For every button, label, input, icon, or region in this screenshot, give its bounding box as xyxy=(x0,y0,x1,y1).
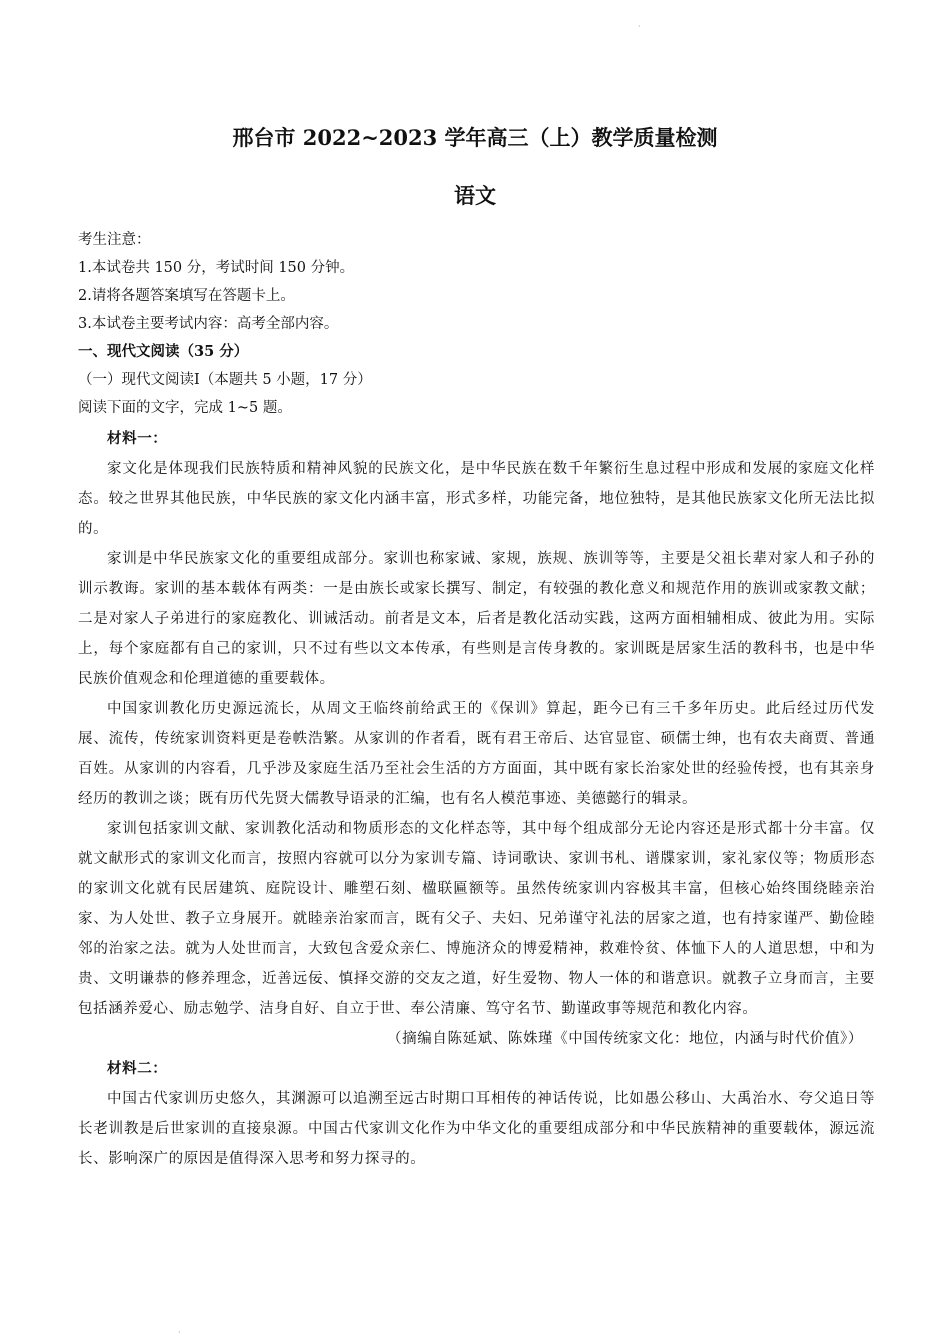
paragraph: 家训包括家训文献、家训教化活动和物质形态的文化样态等，其中每个组成部分无论内容还是形式都十分丰富。仅就文献形式的家训文化而言，按照内容就可以分为家训专篇、诗词歌诀、家训书札、谱牒家训，家礼家仪等；物质形态的家训文化就有民居建筑、庭院设计、雕塑石刻、楹联匾额等。虽然传统家训内容极其丰富，但核心始终围绕睦亲治家、为人处世、教子立身展开。就睦亲治家而言，既有父子、夫妇、兄弟谨守礼法的居家之道，也有持家谨严、勤俭睦邻的治家之法。就为人处世而言，大致包含爱众亲仁、博施济众的博爱精神，救难怜贫、体恤下人的人道思想，中和为贵、文明谦恭的修养理念，近善远佞、慎择交游的交友之道，好生爱物、物人一体的和谐意识。就教子立身而言，主要包括涵养爱心、励志勉学、洁身自好、自立于世、奉公清廉、笃守名节、勤谨政事等规范和教化内容。 xyxy=(78,821,875,1017)
paragraph: 中国古代家训历史悠久，其渊源可以追溯至远古时期口耳相传的神话传说，比如愚公移山、大禹治水、夸父追日等长老训教是后世家训的直接泉源。中国古代家训文化作为中华文化的重要组成部分和中华民族精神的重要载体，源远流长、影响深广的原因是值得深入思考和努力探寻的。 xyxy=(78,1091,875,1167)
section-heading: 一、现代文阅读（35 分） xyxy=(78,343,249,360)
citation: （摘编自陈延斌、陈姝瑾《中国传统家文化：地位，内涵与时代价值》） xyxy=(387,1031,863,1047)
section-instruction: 阅读下面的文字，完成 1~5 题。 xyxy=(78,400,292,416)
exam-notice xyxy=(78,226,878,422)
subject-title: 语文 xyxy=(454,183,496,208)
section-part: （一）现代文阅读Ⅰ（本题共 5 小题，17 分） xyxy=(78,372,372,388)
notice-item: 3.本试卷主要考试内容：高考全部内容。 xyxy=(78,316,339,332)
material-two-label: 材料二： xyxy=(107,1060,168,1077)
material-one-label: 材料一： xyxy=(107,430,168,447)
paragraph: 家训是中华民族家文化的重要组成部分。家训也称家诫、家规，族规、族训等等，主要是父祖长辈对家人和子孙的训示教诲。家训的基本载体有两类：一是由族长或家长撰写、制定，有较强的教化意义和规范作用的族训或家教文献；二是对家人子弟进行的家庭教化、训诫活动。前者是文本，后者是教化活动实践，这两方面相辅相成、彼此为用。实际上，每个家庭都有自己的家训，只不过有些以文本传承，有些则是言传身教的。家训既是居家生活的教科书，也是中华民族价值观念和伦理道德的重要载体。 xyxy=(78,551,875,687)
notice-heading: 考生注意： xyxy=(78,232,151,248)
notice-item: 1.本试卷共 150 分，考试时间 150 分钟。 xyxy=(78,260,355,276)
page-title: 邢台市 2022~2023 学年高三（上）教学质量检测 xyxy=(232,125,718,150)
paragraph: 中国家训教化历史源远流长，从周文王临终前给武王的《保训》算起，距今已有三千多年历史。此后经过历代发展、流传，传统家训资料更是卷帙浩繁。从家训的作者看，既有君王帝后、达官显宦、硕儒士绅，也有农夫商贾、普通百姓。从家训的内容看，几乎涉及家庭生活乃至社会生活的方方面面，其中既有家长治家处世的经验传授，也有其亲身经历的教训之谈；既有历代先贤大儒教导语录的汇编，也有名人模范事迹、美德懿行的辑录。 xyxy=(78,701,875,807)
scan-dot: · xyxy=(178,1328,181,1337)
paragraph: 家文化是体现我们民族特质和精神风貌的民族文化，是中华民族在数千年繁衍生息过程中形成和发展的家庭文化样态。较之世界其他民族，中华民族的家文化内涵丰富，形式多样，功能完备，地位独特，是其他民族家文化所无法比拟的。 xyxy=(78,461,875,537)
reading-passage xyxy=(78,424,875,1174)
scan-dot: · xyxy=(638,22,641,31)
notice-item: 2.请将各题答案填写在答题卡上。 xyxy=(78,288,295,304)
